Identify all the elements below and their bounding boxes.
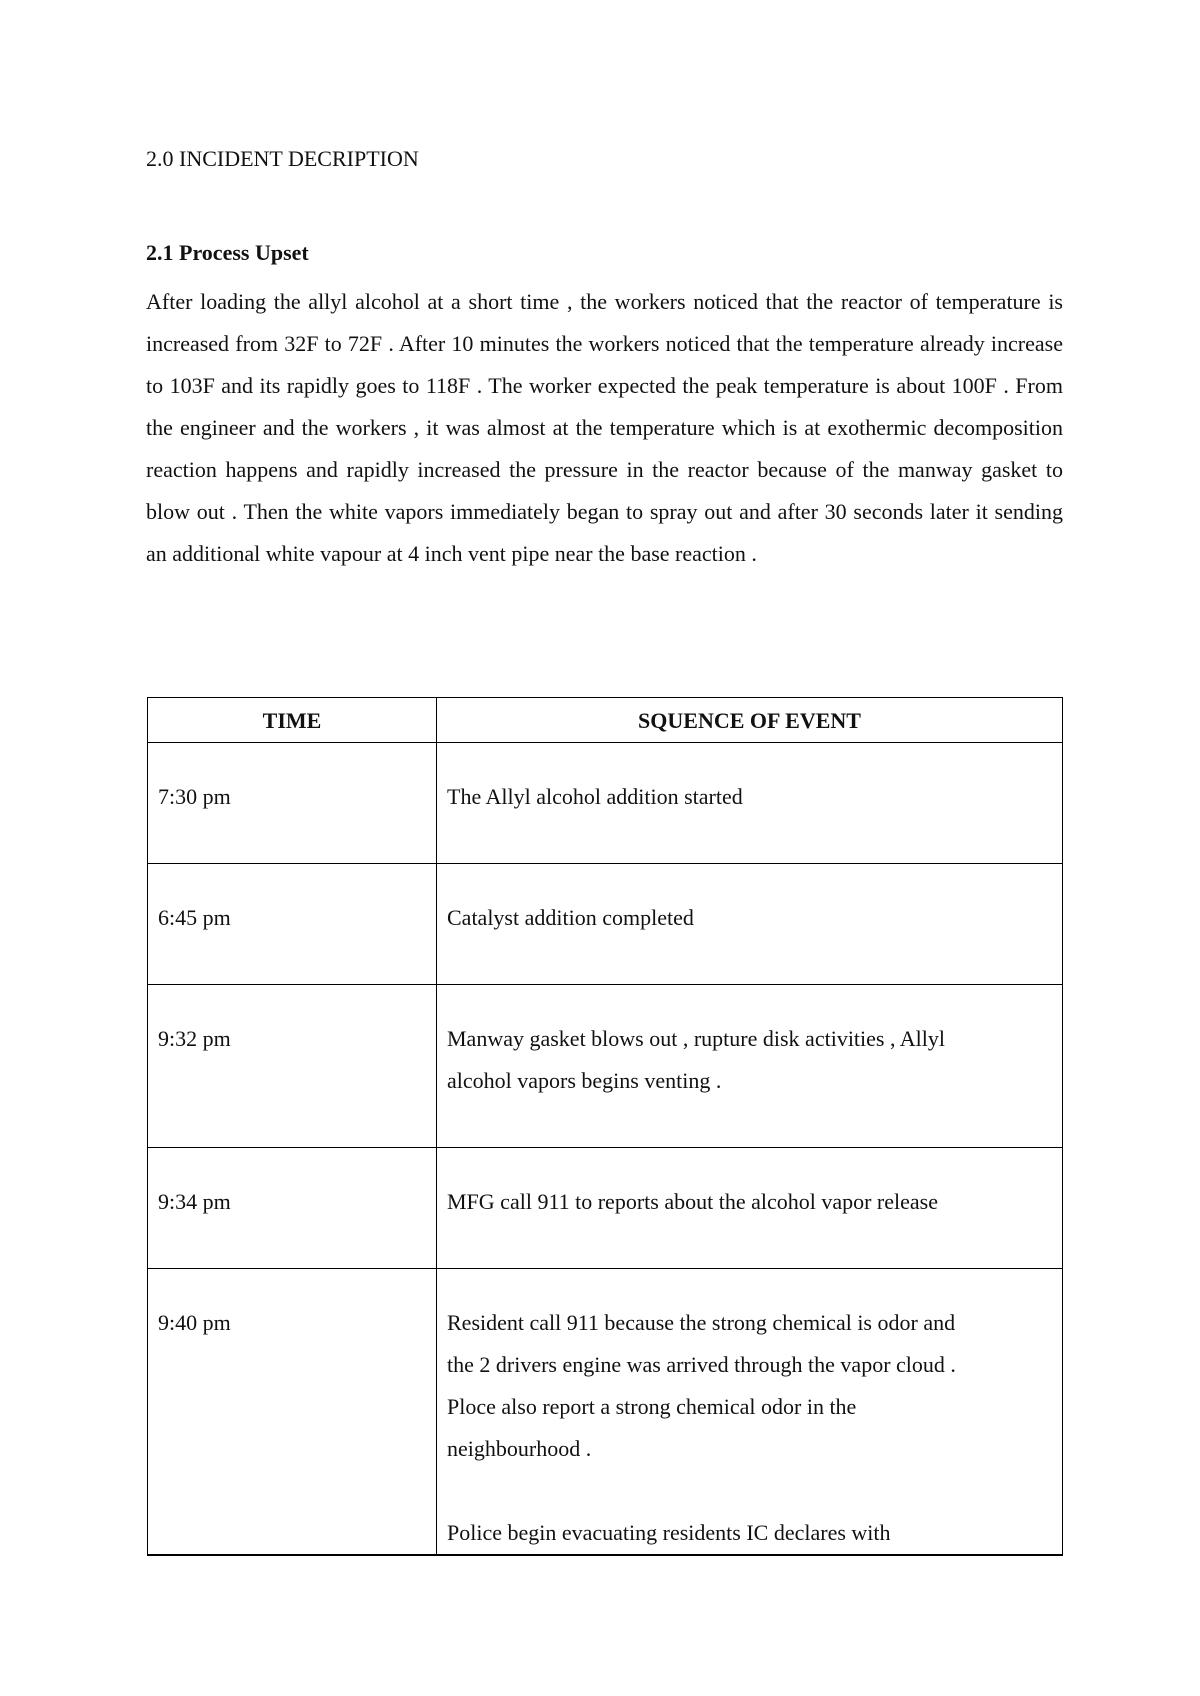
table-header-row bbox=[148, 698, 1063, 743]
table-row bbox=[148, 985, 1063, 1148]
table-row bbox=[148, 864, 1063, 985]
subsection-heading: 2.1 Process Upset bbox=[146, 240, 309, 265]
table-body bbox=[148, 743, 1063, 1556]
time-cell: 9:32 pm bbox=[148, 985, 437, 1148]
event-cell: Manway gasket blows out , rupture disk activities , Allyl alcohol vapors begins venting . bbox=[437, 985, 1063, 1148]
event-cell: Resident call 911 because the strong chemical is odor and the 2 drivers engine was arrived through the vapor cloud . Ploce also report a strong chemical odor in the neighbourhood . Police begin evacuating residents IC declares with bbox=[437, 1269, 1063, 1556]
table-row bbox=[148, 1148, 1063, 1269]
time-cell: 6:45 pm bbox=[148, 864, 437, 985]
time-cell: 7:30 pm bbox=[148, 743, 437, 864]
section-heading: 2.0 INCIDENT DECRIPTION bbox=[146, 146, 419, 171]
event-column-header: SQUENCE OF EVENT bbox=[437, 698, 1063, 743]
time-cell: 9:34 pm bbox=[148, 1148, 437, 1269]
time-cell: 9:40 pm bbox=[148, 1269, 437, 1556]
table-row bbox=[148, 743, 1063, 864]
table-row bbox=[148, 1269, 1063, 1556]
event-cell: The Allyl alcohol addition started bbox=[437, 743, 1063, 864]
event-cell: MFG call 911 to reports about the alcohol vapor release bbox=[437, 1148, 1063, 1269]
table-header bbox=[148, 698, 1063, 743]
time-column-header: TIME bbox=[148, 698, 437, 743]
event-cell: Catalyst addition completed bbox=[437, 864, 1063, 985]
incident-paragraph: After loading the allyl alcohol at a short time , the workers noticed that the reactor of temperature is increased from 32F to 72F . After 10 minutes the workers noticed that the temperature already increase to 103F and its rapidly goes to 118F . The worker expected the peak temperature is about 100F . From the engineer and the workers , it was almost at the temperature which is at exothermic decomposition reaction happens and rapidly increased the pressure in the reactor because of the manway gasket to blow out . Then the white vapors immediately began to spray out and after 30 seconds later it sending an additional white vapour at 4 inch vent pipe near the base reaction . bbox=[146, 289, 1063, 566]
event-sequence-table bbox=[147, 697, 1063, 1556]
